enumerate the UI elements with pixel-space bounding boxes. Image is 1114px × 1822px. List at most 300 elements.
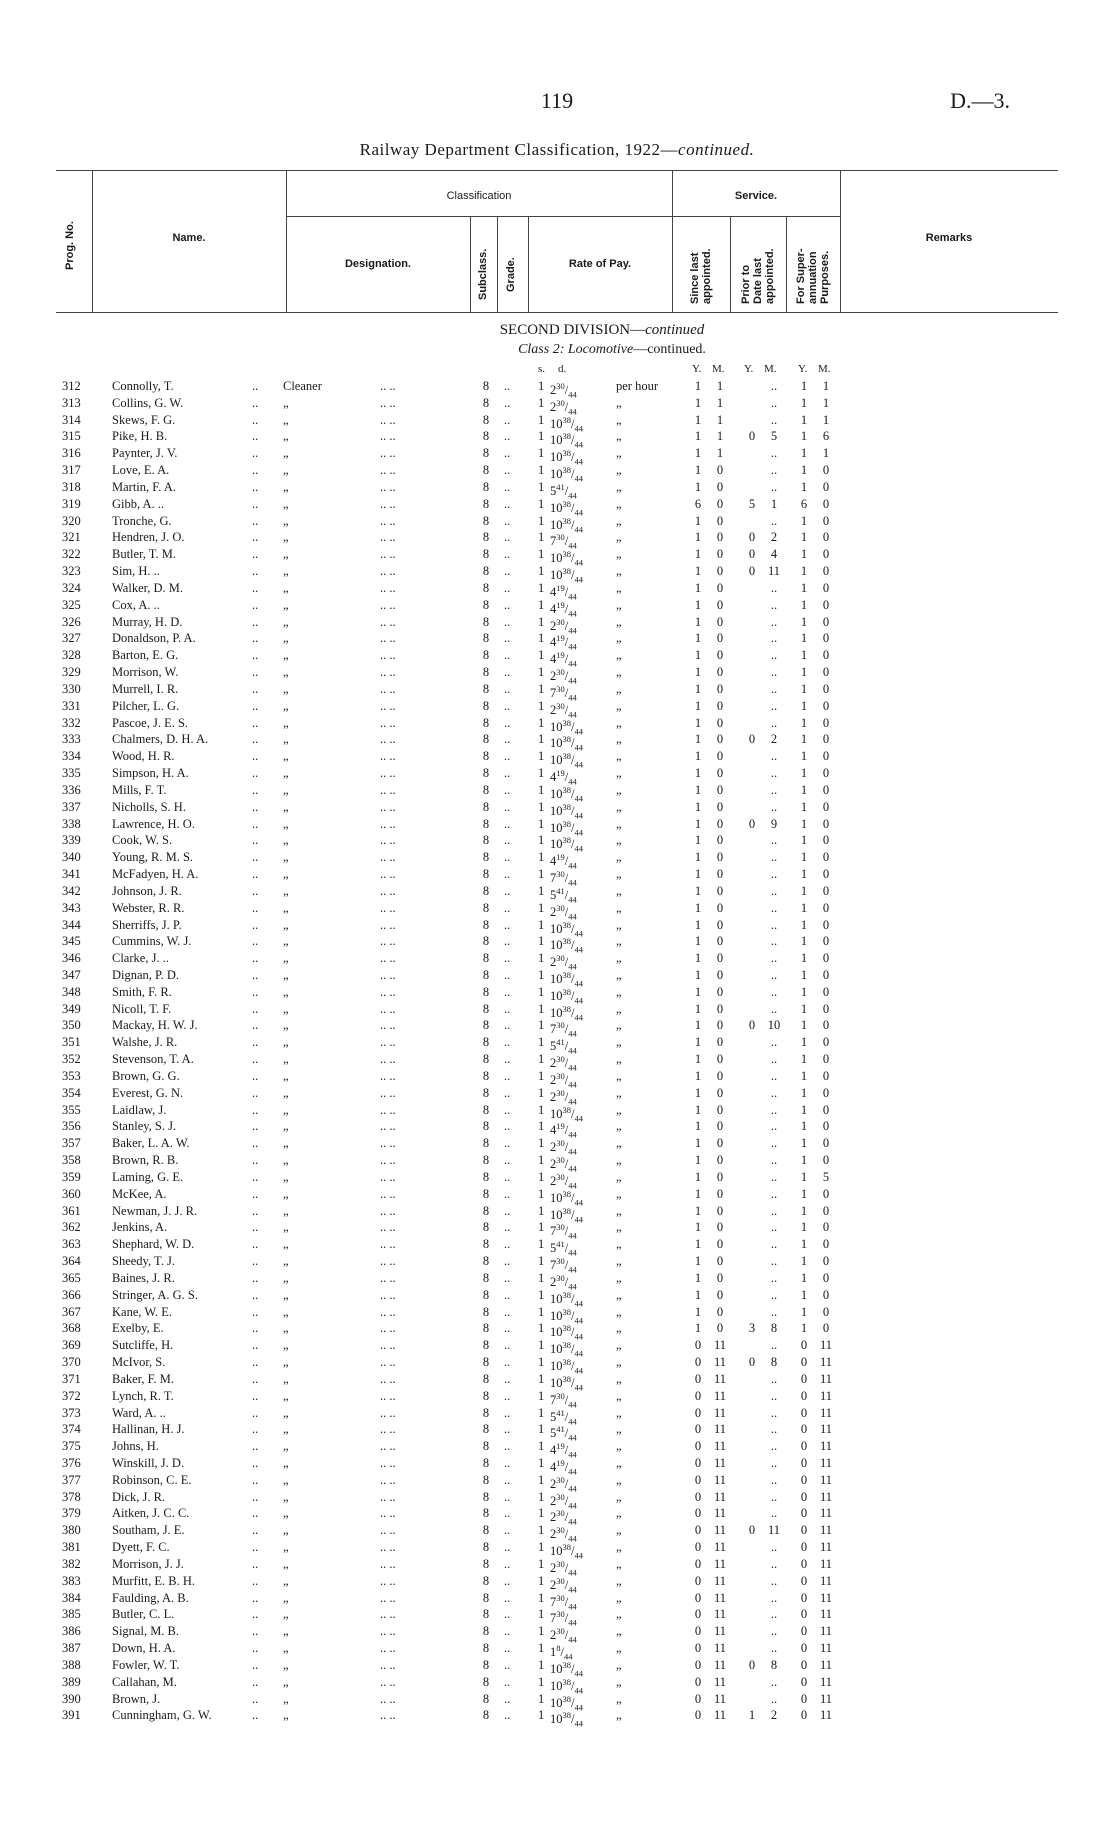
leader-dots: .. [504,1355,511,1370]
super-months: 0 [822,1203,830,1218]
employee-name: Baker, F. M. [112,1371,175,1386]
leader-dots: .. [252,463,259,478]
rate-period: „ [616,867,622,882]
fraction-slash: / [571,1695,575,1710]
rate-period: „ [616,749,622,764]
designation: „ [283,1624,289,1639]
leader-dots: .. [504,1472,511,1487]
super-months: 11 [819,1456,833,1470]
pence-numerator: 30 [556,1474,565,1485]
pence-denominator: 44 [574,557,583,568]
since-months: 0 [716,984,724,999]
since-months: 0 [716,1001,724,1016]
pence-denominator: 44 [568,1449,577,1460]
since-months: 1 [716,379,724,393]
since-years: 1 [694,1018,702,1033]
rate-period: „ [616,1270,622,1285]
super-months: 0 [822,496,830,511]
employee-name: Fowler, W. T. [112,1657,180,1672]
super-months: 11 [819,1472,833,1487]
table-row [0,1590,1114,1612]
leader-dots: .. .. [380,1641,396,1656]
employee-name: Lawrence, H. O. [112,816,195,831]
since-months: 11 [713,1708,727,1723]
col-divider [470,216,471,312]
leader-dots: .. [252,1001,259,1016]
leader-dots: .. [252,816,259,831]
leader-dots: .. [252,934,259,949]
pence-whole: 10 [550,1005,563,1020]
table-row [0,866,1114,888]
pence-numerator: 30 [556,616,565,627]
subclass: 8 [482,1657,490,1672]
subclass: 8 [482,1321,490,1336]
leader-dots: .. [504,1590,511,1605]
leader-dots: .. [252,1489,259,1504]
super-years: 1 [800,1237,808,1252]
since-months: 11 [713,1388,727,1403]
since-months: 11 [713,1422,727,1437]
rate-period: „ [616,1439,622,1454]
rate-shillings: 1 [538,1287,545,1302]
prior-years: 0 [748,530,756,545]
since-months: 0 [716,1169,724,1184]
table-row [0,1034,1114,1056]
leader-dots: .. .. [380,1657,396,1672]
leader-dots: .. [252,1270,259,1285]
prior-months: .. [770,1220,778,1235]
pence-denominator: 44 [568,1096,577,1107]
leader-dots: .. [252,1136,259,1151]
prog-no: 386 [62,1624,81,1639]
rate-period: „ [616,1523,622,1538]
prior-months: .. [770,1136,778,1151]
rate-shillings: 1 [538,1186,545,1201]
super-years: 0 [800,1657,808,1672]
since-months: 11 [713,1506,727,1521]
leader-dots: .. [252,732,259,747]
subclass: 8 [482,850,490,865]
pence-whole: 2 [550,1577,557,1592]
super-months: 0 [822,984,830,999]
leader-dots: .. [252,1338,259,1353]
pence-numerator: 38 [562,936,571,947]
subclass: 8 [482,799,490,814]
prog-no: 312 [62,379,81,393]
designation: „ [283,631,289,646]
super-years: 1 [800,1254,808,1269]
super-years: 6 [800,496,808,511]
fraction-slash: / [564,399,569,414]
designation: „ [283,1556,289,1571]
fraction-slash: / [560,1645,564,1660]
prior-months: .. [770,1641,778,1656]
pence-whole: 7 [550,1224,557,1239]
fraction-slash: / [564,1561,569,1576]
leader-dots: .. .. [380,379,396,393]
since-months: 0 [716,883,724,898]
pence-numerator: 30 [556,1558,565,1569]
leader-dots: .. .. [380,1052,396,1067]
subclass: 8 [482,1136,490,1151]
leader-dots: .. [252,1456,259,1470]
leader-dots: .. [252,1405,259,1420]
table-header [0,170,1114,312]
leader-dots: .. [252,1371,259,1386]
rate-period: „ [616,1001,622,1016]
table-row [0,698,1114,720]
pence-whole: 10 [550,1359,563,1374]
pence-numerator: 30 [556,1525,565,1536]
rate-shillings: 1 [538,1119,545,1134]
pence-whole: 7 [550,871,557,886]
since-years: 1 [694,1169,702,1184]
designation: „ [283,1035,289,1050]
rate-shillings: 1 [538,782,545,797]
designation: „ [283,496,289,511]
employee-name: Johnson, J. R. [112,883,182,898]
table-row [0,597,1114,619]
since-months: 11 [713,1590,727,1605]
subclass: 8 [482,951,490,966]
leader-dots: .. [252,429,259,444]
designation: „ [283,1119,289,1134]
leader-dots: .. [252,883,259,898]
prior-months: .. [770,1691,778,1706]
since-years: 1 [694,379,702,393]
pence-denominator: 44 [574,1332,583,1343]
employee-name: Shephard, W. D. [112,1237,195,1252]
pence-denominator: 44 [574,726,583,737]
pence-whole: 10 [550,1106,563,1121]
super-months: 11 [819,1405,833,1420]
leader-dots: .. [252,900,259,915]
prog-no: 317 [62,463,81,478]
prior-months: 8 [770,1657,778,1672]
designation: „ [283,1321,289,1336]
leader-dots: .. [504,1422,511,1437]
leader-dots: .. .. [380,1001,396,1016]
unit-years: Y. [798,363,808,375]
employee-name: Love, E. A. [112,463,170,478]
pence-whole: 4 [550,1123,557,1138]
rate-shillings: 1 [538,1052,545,1067]
prog-no: 370 [62,1355,81,1370]
pence-numerator: 38 [562,448,571,459]
employee-name: Brown, G. G. [112,1068,180,1083]
table-row [0,1186,1114,1208]
prior-months: .. [770,1270,778,1285]
super-years: 1 [800,429,808,444]
pence-numerator: 38 [562,1289,571,1300]
leader-dots: .. [252,597,259,612]
rate-period: „ [616,1489,622,1504]
employee-name: Mills, F. T. [112,782,167,797]
pence-whole: 7 [550,1258,557,1273]
rate-shillings: 1 [538,816,545,831]
rate-shillings: 1 [538,833,545,848]
table-row [0,1068,1114,1090]
pence-denominator: 44 [574,1550,583,1561]
leader-dots: .. .. [380,1439,396,1454]
leader-dots: .. [504,715,511,730]
prior-months: .. [770,883,778,898]
leader-dots: .. [252,564,259,579]
rate-period: „ [616,1018,622,1033]
designation: „ [283,1405,289,1420]
employee-name: Newman, J. J. R. [112,1203,198,1218]
fraction-slash: / [571,1376,575,1391]
leader-dots: .. .. [380,1153,396,1168]
super-years: 1 [800,681,808,696]
prog-no: 334 [62,749,81,764]
designation: „ [283,1203,289,1218]
since-years: 0 [694,1388,702,1403]
since-months: 0 [716,1220,724,1235]
pence-numerator: 30 [556,1070,565,1081]
prog-no: 375 [62,1439,81,1454]
leader-dots: .. [504,1708,511,1723]
subclass: 8 [482,1439,490,1454]
pence-numerator: 38 [562,751,571,762]
employee-name: McFadyen, H. A. [112,867,199,882]
since-years: 1 [694,530,702,545]
table-row [0,513,1114,535]
rate-shillings: 1 [538,1153,545,1168]
pence-numerator: 38 [562,919,571,930]
pence-whole: 2 [550,383,557,398]
prior-years: 0 [748,547,756,562]
prog-no: 359 [62,1169,81,1184]
table-row [0,1640,1114,1662]
employee-name: Laming, G. E. [112,1169,184,1184]
division-continued: continued [645,322,705,338]
leader-dots: .. [252,951,259,966]
since-months: 0 [716,1186,724,1201]
fraction-slash: / [564,652,569,667]
designation: „ [283,1338,289,1353]
prog-no: 360 [62,1186,81,1201]
leader-dots: .. [504,1254,511,1269]
rate-shillings: 1 [538,1708,545,1723]
super-months: 11 [819,1523,833,1538]
prior-months: .. [770,412,778,427]
leader-dots: .. [504,1018,511,1033]
pence-numerator: 41 [556,1424,565,1435]
designation: „ [283,1590,289,1605]
prior-months: .. [770,1540,778,1555]
subclass: 8 [482,1220,490,1235]
employee-name: Johns, H. [112,1439,159,1454]
prog-no: 336 [62,782,81,797]
super-months: 0 [822,547,830,562]
prog-no: 335 [62,766,81,781]
super-months: 0 [822,698,830,713]
pence-numerator: 30 [556,1390,565,1401]
subclass: 8 [482,1590,490,1605]
super-years: 1 [800,782,808,797]
leader-dots: .. [504,1035,511,1050]
since-months: 0 [716,564,724,579]
pence-numerator: 38 [562,1188,571,1199]
subclass: 8 [482,1624,490,1639]
rate-shillings: 1 [538,1254,545,1269]
table-row [0,1304,1114,1326]
leader-dots: .. [504,1119,511,1134]
leader-dots: .. [504,1674,511,1689]
pence-denominator: 44 [574,574,583,585]
rate-period: „ [616,496,622,511]
leader-dots: .. [504,1691,511,1706]
subclass: 8 [482,547,490,562]
leader-dots: .. [504,1456,511,1470]
pence-numerator: 30 [556,667,565,678]
pence-numerator: 38 [562,1676,571,1687]
super-years: 1 [800,1136,808,1151]
prog-no: 351 [62,1035,81,1050]
pence-whole: 10 [550,972,563,987]
prior-years: 0 [748,732,756,747]
prior-months: .. [770,446,778,461]
designation: „ [283,1153,289,1168]
prog-no: 384 [62,1590,81,1605]
subclass: 8 [482,1304,490,1319]
designation: „ [283,412,289,427]
pence-whole: 2 [550,702,557,717]
employee-name: Baines, J. R. [112,1270,175,1285]
fraction-slash: / [564,1510,569,1525]
subclass: 8 [482,1573,490,1588]
pence-whole: 10 [550,1325,563,1340]
table-row [0,445,1114,467]
pence-whole: 2 [550,1628,557,1643]
rate-shillings: 1 [538,1355,545,1370]
fraction-slash: / [571,450,575,465]
since-years: 0 [694,1405,702,1420]
rate-shillings: 1 [538,1472,545,1487]
leader-dots: .. [504,1220,511,1235]
pence-whole: 2 [550,1561,557,1576]
subclass: 8 [482,614,490,629]
pence-whole: 10 [550,551,563,566]
super-years: 1 [800,463,808,478]
leader-dots: .. [504,782,511,797]
prior-years: 0 [748,1018,756,1033]
since-months: 0 [716,934,724,949]
leader-dots: .. [504,1641,511,1656]
subclass: 8 [482,1085,490,1100]
leader-dots: .. .. [380,530,396,545]
super-years: 1 [800,749,808,764]
leader-dots: .. [252,1506,259,1521]
employee-name: McIvor, S. [112,1355,166,1370]
prog-no: 387 [62,1641,81,1656]
prog-no: 369 [62,1338,81,1353]
since-years: 1 [694,1136,702,1151]
subclass: 8 [482,530,490,545]
rate-period: „ [616,816,622,831]
super-years: 1 [800,564,808,579]
leader-dots: .. [252,698,259,713]
prior-months: .. [770,1287,778,1302]
subclass: 8 [482,1035,490,1050]
leader-dots: .. [504,1068,511,1083]
prior-months: 10 [767,1018,781,1033]
table-row [0,378,1114,400]
col-divider [497,216,498,312]
designation: „ [283,580,289,595]
fraction-slash: / [564,383,569,398]
employee-name: Murray, H. D. [112,614,183,629]
employee-name: Young, R. M. S. [112,850,194,865]
rate-period: „ [616,648,622,663]
rate-shillings: 1 [538,631,545,646]
super-years: 1 [800,1203,808,1218]
pence-whole: 4 [550,1460,557,1475]
employee-name: Murfitt, E. B. H. [112,1573,195,1588]
leader-dots: .. [252,1035,259,1050]
since-months: 11 [713,1472,727,1487]
since-years: 1 [694,547,702,562]
prior-months: .. [770,917,778,932]
subclass: 8 [482,1153,490,1168]
super-years: 1 [800,580,808,595]
pence-numerator: 30 [556,1054,565,1065]
pence-denominator: 44 [574,473,583,484]
leader-dots: .. [504,496,511,511]
super-months: 0 [822,951,830,966]
pence-numerator: 30 [556,1491,565,1502]
pence-whole: 4 [550,601,557,616]
leader-dots: .. .. [380,479,396,494]
rate-period: „ [616,530,622,545]
rate-shillings: 1 [538,379,545,393]
rate-period: „ [616,766,622,781]
super-years: 0 [800,1607,808,1622]
super-years: 1 [800,614,808,629]
leader-dots: .. .. [380,1573,396,1588]
prior-months: .. [770,1456,778,1470]
since-months: 1 [716,395,724,410]
leader-dots: .. [252,412,259,427]
header-prog-no: Prog. No. [64,221,76,270]
prior-months: .. [770,984,778,999]
leader-dots: .. [252,850,259,865]
pence-denominator: 44 [568,776,577,787]
subclass: 8 [482,1456,490,1470]
since-months: 0 [716,867,724,882]
since-months: 0 [716,479,724,494]
rate-period: „ [616,1355,622,1370]
since-months: 0 [716,580,724,595]
super-years: 1 [800,967,808,982]
super-months: 0 [822,479,830,494]
pence-numerator: 38 [562,549,571,560]
prior-months: .. [770,749,778,764]
pence-numerator: 19 [556,1441,565,1452]
subclass: 8 [482,917,490,932]
designation: „ [283,530,289,545]
since-years: 1 [694,681,702,696]
table-row [0,1320,1114,1343]
table-row [0,614,1114,636]
leader-dots: .. [504,917,511,932]
pence-whole: 10 [550,988,563,1003]
pence-whole: 4 [550,635,557,650]
since-years: 1 [694,833,702,848]
table-row [0,1421,1114,1443]
rate-period: „ [616,665,622,680]
